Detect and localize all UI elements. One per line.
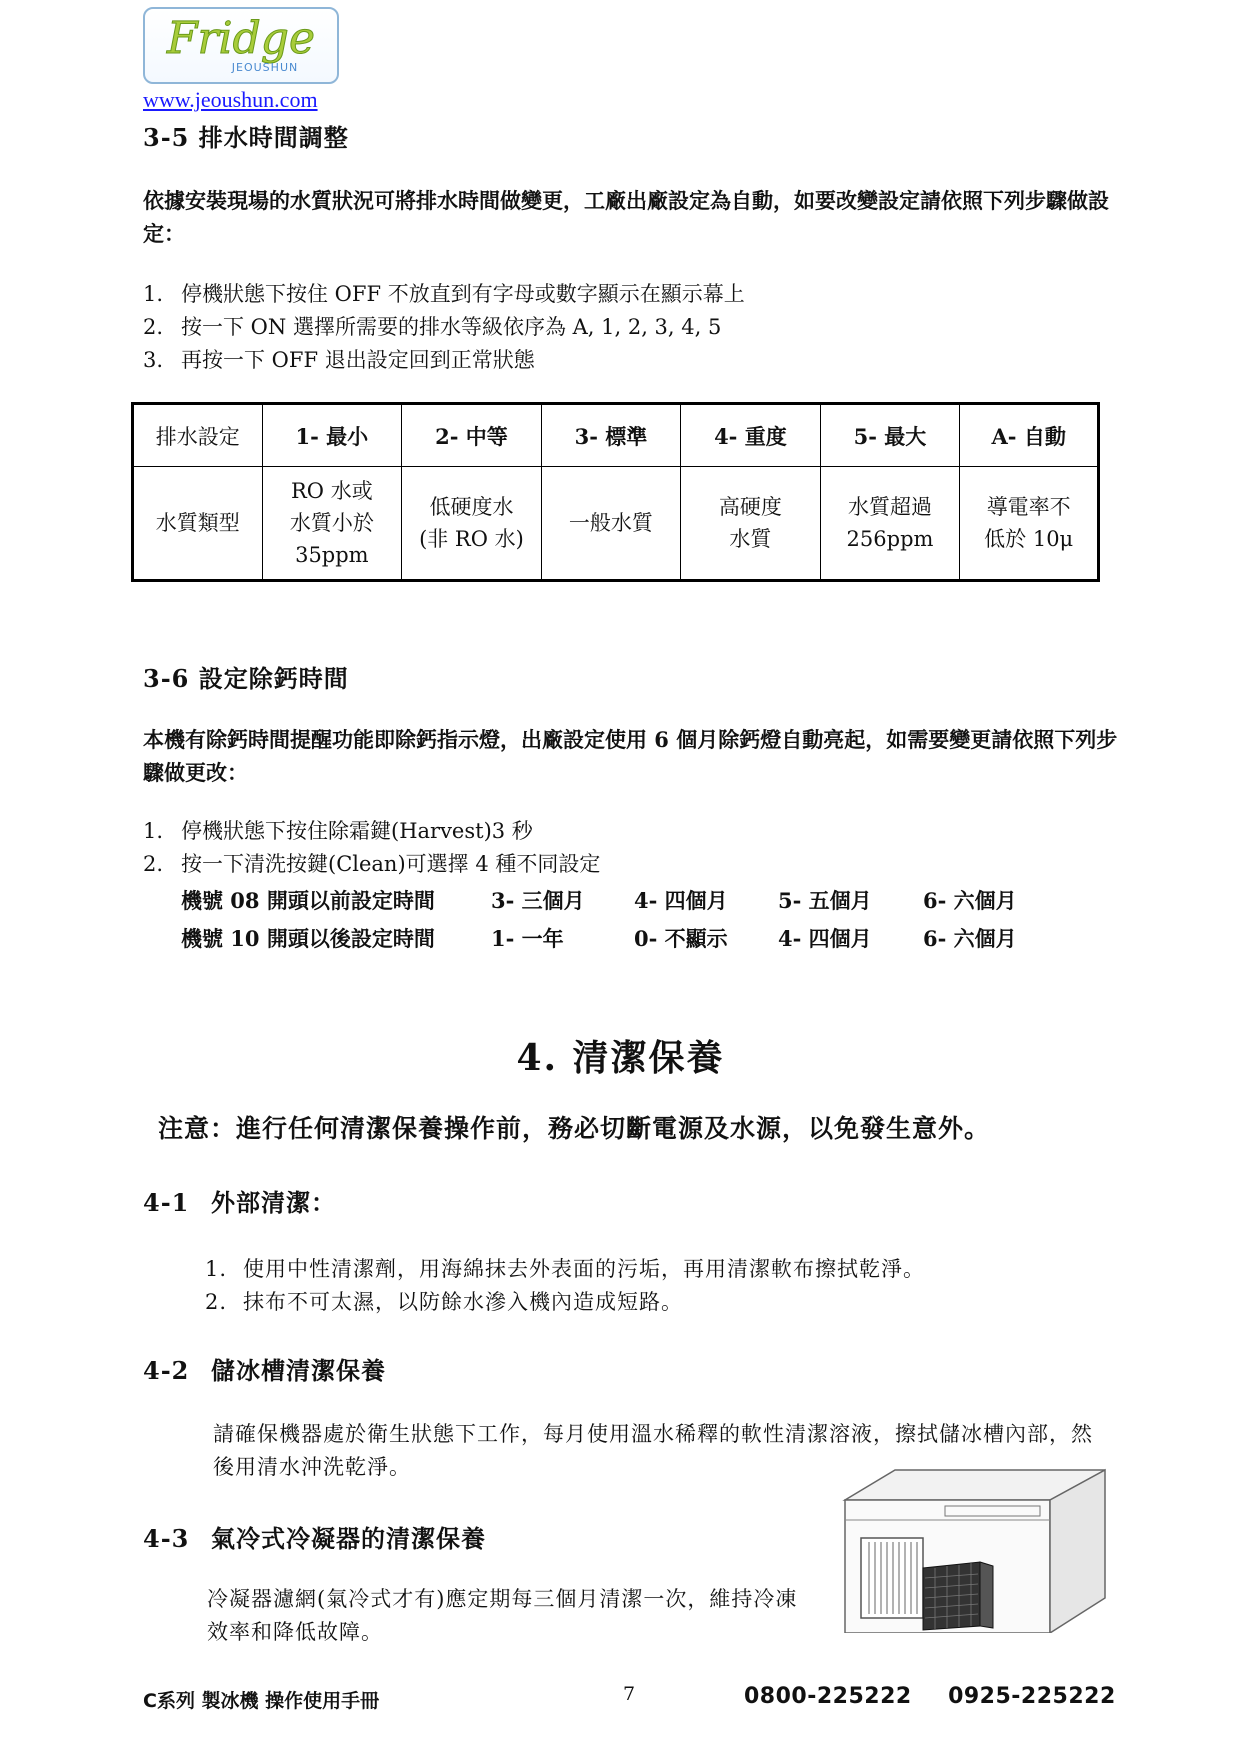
table-cell: RO 水或 水質小於 35ppm (262, 467, 402, 581)
table-cell: 水質類型 (133, 467, 263, 581)
logo-text: Fridge (166, 13, 316, 64)
page-number: 7 (623, 1683, 636, 1705)
model-option: 4- 四個月 (778, 926, 872, 951)
model-settings (181, 882, 1017, 958)
table-cell: 導電率不 低於 10μ (960, 467, 1099, 581)
table-cell: 低硬度水 (非 RO 水) (402, 467, 542, 581)
list-item: 3. 再按一下 OFF 退出設定回到正常狀態 (143, 348, 535, 372)
safety-notice: 注意：進行任何清潔保養操作前，務必切斷電源及水源，以免發生意外。 (158, 1114, 991, 1143)
section-3-6-steps (143, 815, 600, 881)
section-4-3-title: 4-3 氣冷式冷凝器的清潔保養 (143, 1524, 486, 1553)
section-3-6-title: 3-6 設定除鈣時間 (143, 664, 349, 693)
table-cell: 3- 標準 (541, 404, 680, 467)
table-row (133, 467, 1099, 581)
model-option: 6- 六個月 (923, 888, 1017, 913)
table-row (133, 404, 1099, 467)
table-cell: 4- 重度 (681, 404, 820, 467)
phone-number-1: 0800-225222 (744, 1684, 912, 1709)
section-4-3-text: 冷凝器濾網(氣冷式才有)應定期每三個月清潔一次，維持冷凍效率和降低故障。 (207, 1587, 798, 1644)
model-option: 1- 一年 (491, 926, 564, 951)
section-3-5-intro: 依據安裝現場的水質狀況可將排水時間做變更，工廠出廠設定為自動，如要改變設定請依照下列步驟做設定： (143, 188, 1109, 246)
table-cell: 排水設定 (133, 404, 263, 467)
list-item: 1. 停機狀態下按住 OFF 不放直到有字母或數字顯示在顯示幕上 (143, 282, 745, 306)
model-row (181, 882, 1017, 920)
section-4-1-title: 4-1 外部清潔： (143, 1188, 336, 1217)
model-option: 3- 三個月 (491, 888, 585, 913)
section-3-5-steps (143, 278, 745, 377)
section-3-6-intro: 本機有除鈣時間提醒功能即除鈣指示燈，出廠設定使用 6 個月除鈣燈自動亮起，如需要變更請依照下列步驟做更改： (143, 727, 1118, 785)
table-cell: 5- 最大 (820, 404, 960, 467)
list-item: 2. 抹布不可太濕，以防餘水滲入機內造成短路。 (205, 1290, 683, 1314)
phone-number-2: 0925-225222 (948, 1684, 1116, 1709)
model-label: 機號 08 開頭以前設定時間 (181, 888, 435, 913)
model-option: 5- 五個月 (778, 888, 872, 913)
drain-settings-table (131, 402, 1100, 582)
section-3-5-title: 3-5 排水時間調整 (143, 123, 349, 152)
list-item: 1. 使用中性清潔劑，用海綿抹去外表面的污垢，再用清潔軟布擦拭乾淨。 (205, 1257, 925, 1281)
website-link[interactable]: www.jeoushun.com (143, 87, 318, 112)
list-item: 2. 按一下清洗按鍵(Clean)可選擇 4 種不同設定 (143, 852, 601, 876)
fridge-logo (143, 7, 339, 84)
list-item: 2. 按一下 ON 選擇所需要的排水等級依序為 A, 1, 2, 3, 4, 5 (143, 315, 722, 339)
model-label: 機號 10 開頭以後設定時間 (181, 926, 435, 951)
model-row (181, 920, 1017, 958)
logo-subtext: JEOUSHUN (231, 61, 299, 74)
section-4-2-text: 請確保機器處於衛生狀態下工作，每月使用溫水稀釋的軟性清潔溶液，擦拭儲冰槽內部，然後用清水沖洗乾淨。 (213, 1422, 1093, 1479)
table-cell: 一般水質 (541, 467, 680, 581)
model-option: 4- 四個月 (634, 888, 728, 913)
footer-phones (744, 1684, 1116, 1709)
model-option: 0- 不顯示 (634, 926, 728, 951)
section-4-title: 4. 清潔保養 (516, 1037, 725, 1079)
section-4-1-steps (205, 1253, 925, 1319)
table-cell: 1- 最小 (262, 404, 402, 467)
table-cell: 2- 中等 (402, 404, 542, 467)
model-option: 6- 六個月 (923, 926, 1017, 951)
list-item: 1. 停機狀態下按住除霜鍵(Harvest)3 秒 (143, 819, 533, 843)
section-4-2-title: 4-2 儲冰槽清潔保養 (143, 1356, 386, 1385)
table-cell: 水質超過 256ppm (820, 467, 960, 581)
footer-manual-title: C系列 製冰機 操作使用手冊 (143, 1690, 380, 1712)
ice-machine-illustration (835, 1458, 1115, 1633)
table-cell: A- 自動 (960, 404, 1099, 467)
table-cell: 高硬度 水質 (681, 467, 820, 581)
